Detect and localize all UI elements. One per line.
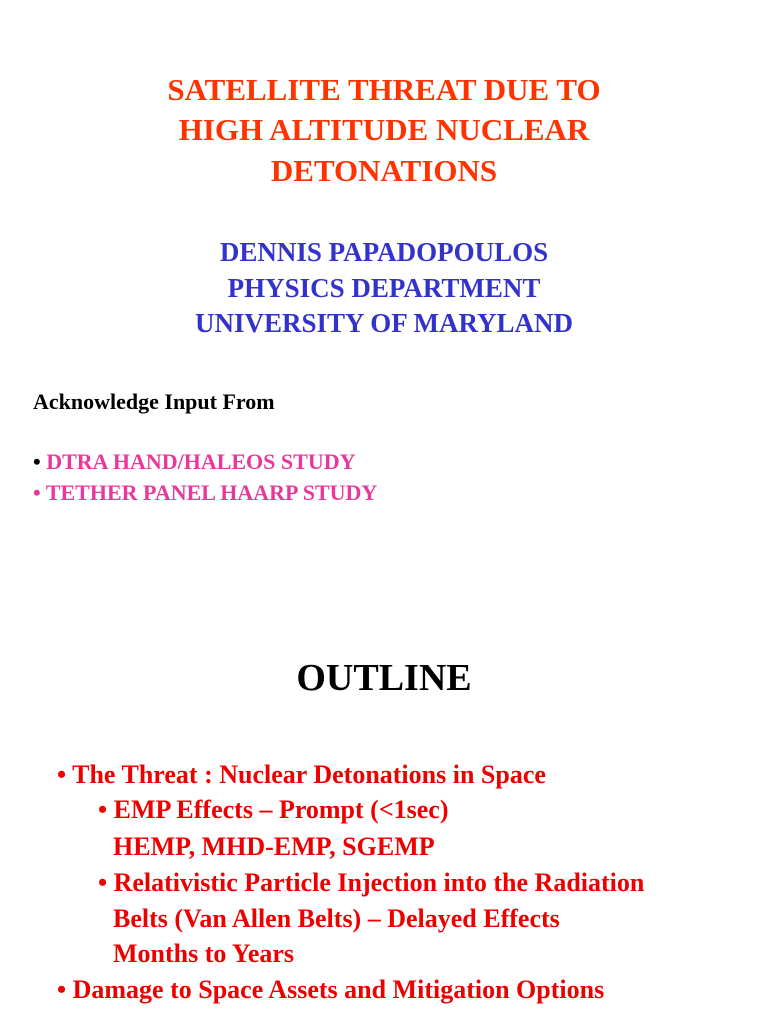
- author-department: PHYSICS DEPARTMENT: [227, 273, 541, 303]
- author-name: DENNIS PAPADOPOULOS: [219, 237, 549, 267]
- title-line-1: SATELLITE THREAT DUE TO: [167, 72, 601, 107]
- outline-subitem-continuation: Belts (Van Allen Belts) – Delayed Effects: [113, 904, 560, 933]
- outline-item: • Damage to Space Assets and Mitigation Options: [57, 975, 605, 1004]
- outline-item: • The Threat : Nuclear Detonations in Space: [57, 760, 546, 789]
- author-institution: UNIVERSITY OF MARYLAND: [194, 308, 574, 338]
- acknowledgements-heading: Acknowledge Input From: [33, 389, 275, 414]
- outline-heading: OUTLINE: [296, 657, 472, 699]
- title-line-2: HIGH ALTITUDE NUCLEAR: [178, 112, 590, 147]
- outline-subitem-continuation: Months to Years: [113, 939, 295, 968]
- acknowledgement-text: TETHER PANEL HAARP STUDY: [45, 480, 378, 505]
- bullet-icon: •: [33, 449, 41, 474]
- acknowledgement-item: [33, 451, 355, 473]
- title-line-3: DETONATIONS: [270, 153, 498, 188]
- outline-subitem: • Relativistic Particle Injection into the Radiation: [98, 868, 645, 897]
- acknowledgement-text: DTRA HAND/HALEOS STUDY: [46, 449, 356, 474]
- outline-subitem: • EMP Effects – Prompt (<1sec): [98, 795, 449, 824]
- outline-subitem-continuation: HEMP, MHD-EMP, SGEMP: [113, 832, 435, 861]
- acknowledgement-item: [33, 482, 377, 504]
- bullet-icon: •: [33, 480, 41, 505]
